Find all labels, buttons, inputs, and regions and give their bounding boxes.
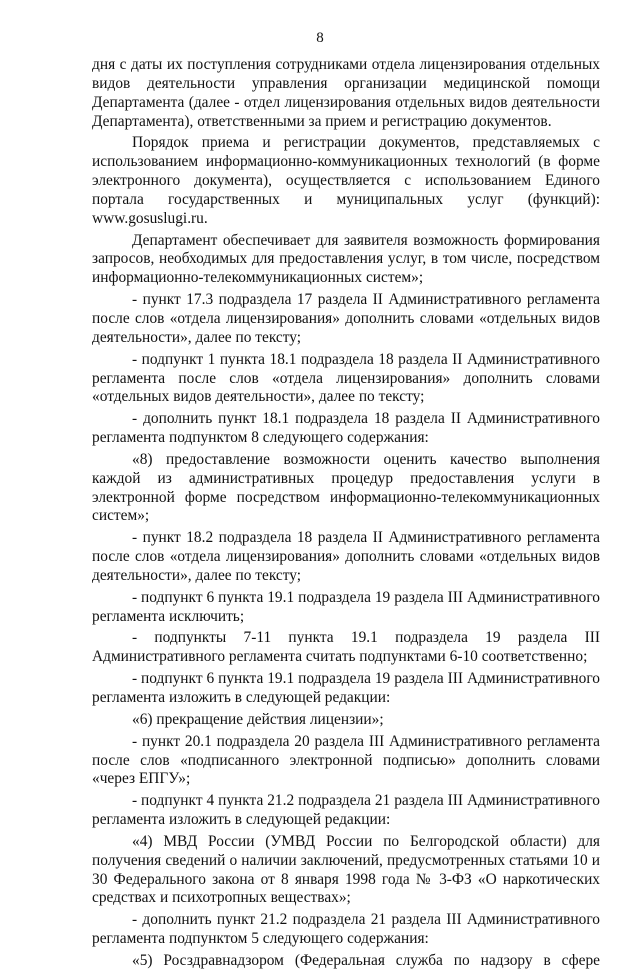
paragraph: «5) Росздравнадзором (Федеральная служба по надзору в сфере xyxy=(132,951,600,969)
paragraph: Департамент обеспечивает для заявителя возможность формирования запросов, необходимых для предоставления услуг, в том числе, посредством информационно-телекоммуникационных систем»; xyxy=(92,231,600,287)
paragraph: - пункт 18.2 подраздела 18 раздела II Административного регламента после слов «отдела лицензирования» дополнить словами «отдельных видов деятельности», далее по тексту; xyxy=(92,529,600,584)
paragraph: Порядок приема и регистрации документов, представляемых с использованием информационно-коммуникационных технологий (в форме электронного документа), осуществляется с использованием Единого портала государственных и муниципальных услуг (функций): www.gosuslugi.ru. xyxy=(92,134,600,227)
paragraph: «4) МВД России (УМВД России по Белгородской области) для получения сведений о наличии заключений, предусмотренных статьями 10 и 30 Федерального закона от 8 января 1998 года № 3-ФЗ «О наркотических средствах и психотропных веществах»; xyxy=(92,832,600,907)
paragraph: - подпункт 4 пункта 21.2 подраздела 21 раздела III Административного регламента изложить в следующей редакции: xyxy=(92,792,600,829)
page-number: 8 xyxy=(316,30,324,46)
paragraph: - подпункт 6 пункта 19.1 подраздела 19 раздела III Административного регламента изложить в следующей редакции: xyxy=(92,670,600,706)
paragraph: «6) прекращение действия лицензии»; xyxy=(132,710,384,728)
paragraph: - подпункт 1 пункта 18.1 подраздела 18 раздела II Административного регламента после слов «отдела лицензирования» дополнить словами «отдельных видов деятельности», далее по тексту; xyxy=(92,350,600,406)
paragraph: - дополнить пункт 21.2 подраздела 21 раздела III Административного регламента подпунктом 5 следующего содержания: xyxy=(92,911,600,948)
paragraph: «8) предоставление возможности оценить качество выполнения каждой из административных процедур предоставления услуги в электронной форме посредством информационно-телекоммуникационных систем»; xyxy=(92,450,600,525)
paragraph: - дополнить пункт 18.1 подраздела 18 раздела II Административного регламента подпунктом 8 следующего содержания: xyxy=(92,410,600,447)
document-body xyxy=(92,56,600,974)
paragraph: дня с даты их поступления сотрудниками отдела лицензирования отдельных видов деятельности управления организации медицинской помощи Департамента (далее - отдел лицензирования отдельных видов деятельности Департамента), ответственными за прием и регистрацию документов. xyxy=(92,56,600,130)
paragraph: - пункт 17.3 подраздела 17 раздела II Административного регламента после слов «отдела лицензирования» дополнить словами «отдельных видов деятельности», далее по тексту; xyxy=(92,291,600,346)
paragraph: - подпункт 6 пункта 19.1 подраздела 19 раздела III Административного регламента исключить; xyxy=(92,588,600,625)
paragraph: - пункт 20.1 подраздела 20 раздела III Административного регламента после слов «подписанного электронной подписью» дополнить словами «через ЕПГУ»; xyxy=(92,732,600,788)
paragraph: - подпункты 7-11 пункта 19.1 подраздела 19 раздела III Административного регламента считать подпунктами 6-10 соответственно; xyxy=(92,629,600,666)
